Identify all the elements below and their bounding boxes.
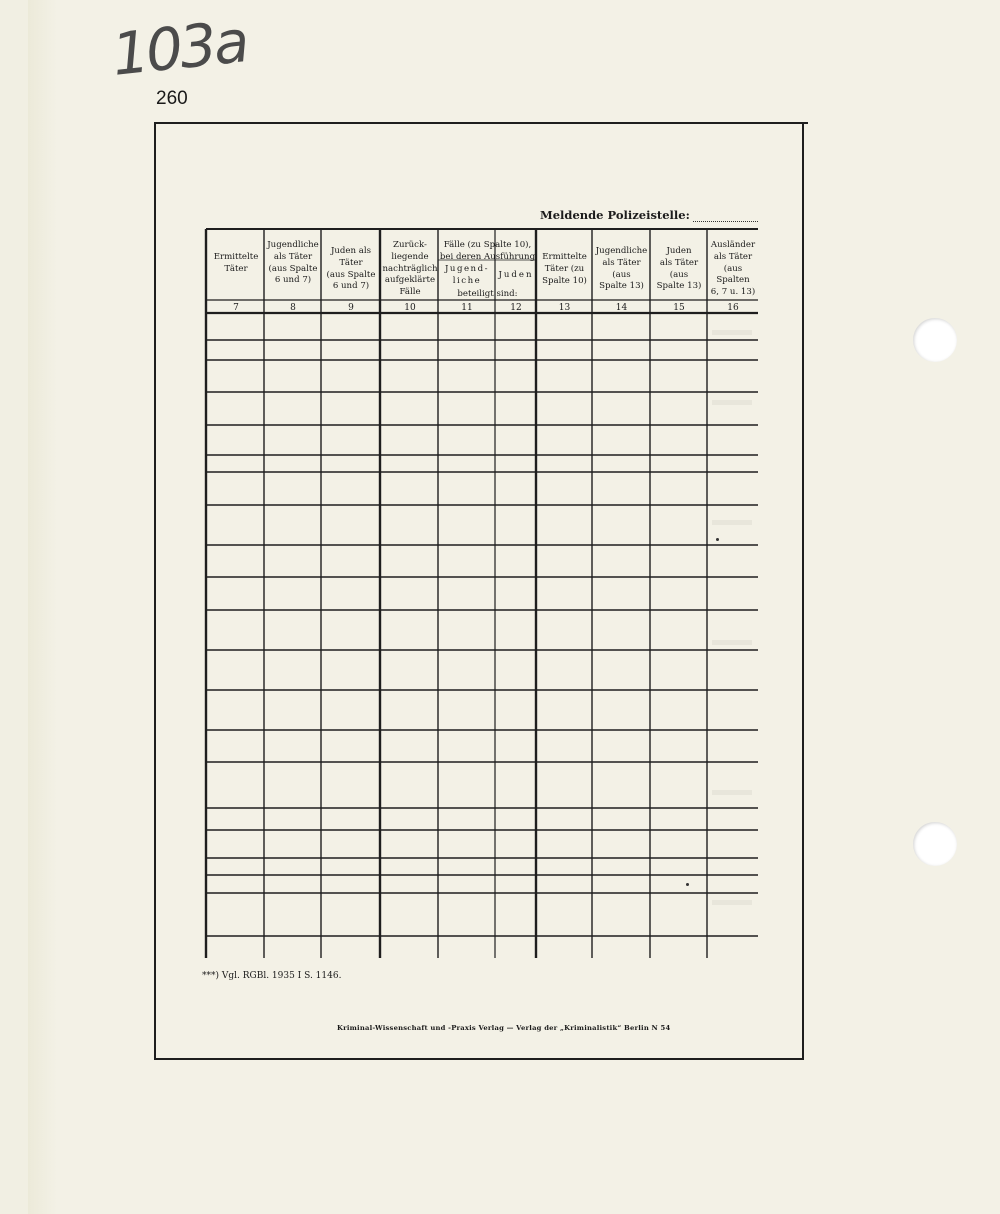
column-number-13: 13 <box>558 303 571 313</box>
group-header-bottom: beteiligt sind: <box>457 289 518 299</box>
page-number: 260 <box>156 88 188 109</box>
reporting-station-field <box>540 208 758 222</box>
column-header-8: Jugendliche als Täter (aus Spalte 6 und 7) <box>267 240 319 286</box>
column-number-16: 16 <box>727 303 739 313</box>
punch-hole <box>913 318 957 362</box>
reporting-station-line <box>693 210 758 222</box>
column-number-7: 7 <box>233 303 239 313</box>
show-through <box>712 790 752 795</box>
column-header-14: Jugendliche als Täter (aus Spalte 13) <box>595 246 648 292</box>
column-number-12: 12 <box>510 303 522 313</box>
frame-tick <box>802 122 808 124</box>
column-number-9: 9 <box>348 303 354 313</box>
show-through <box>712 400 752 405</box>
column-number-15: 15 <box>673 303 685 313</box>
group-header-top: Fälle (zu Spalte 10), bei deren Ausführung <box>439 240 536 262</box>
column-header-13: Ermittelte Täter (zu Spalte 10) <box>542 252 587 286</box>
reporting-station-label: Meldende Polizeistelle: <box>540 208 690 222</box>
column-header-16: Ausländer als Täter (aus Spalten 6, 7 u. 13) <box>710 240 756 298</box>
column-header-9: Juden als Täter (aus Spalte 6 und 7) <box>326 246 376 292</box>
publisher-line: Kriminal-Wissenschaft und -Praxis Verlag — Verlag der „Kriminalistik“ Berlin N 54 <box>337 1024 671 1032</box>
group-header-jews: Juden <box>498 270 534 280</box>
column-number-10: 10 <box>404 303 416 313</box>
column-header-10: Zurück- liegende nachträglich aufgeklärte Fälle <box>382 240 438 298</box>
column-number-11: 11 <box>461 303 473 313</box>
show-through <box>712 520 752 525</box>
punch-hole <box>913 822 957 866</box>
column-number-8: 8 <box>290 303 296 313</box>
column-number-14: 14 <box>615 303 628 313</box>
show-through <box>712 330 752 335</box>
column-header-7: Ermittelte Täter <box>213 252 259 274</box>
column-header-15: Juden als Täter (aus Spalte 13) <box>656 246 702 292</box>
ink-dot <box>716 538 719 541</box>
show-through <box>712 640 752 645</box>
footnote: ***) Vgl. RGBl. 1935 I S. 1146. <box>202 971 342 981</box>
archive-mark: 103a <box>108 7 250 89</box>
show-through <box>712 900 752 905</box>
ink-dot <box>686 883 689 886</box>
group-header-youths: Jugend- liche <box>444 264 489 286</box>
